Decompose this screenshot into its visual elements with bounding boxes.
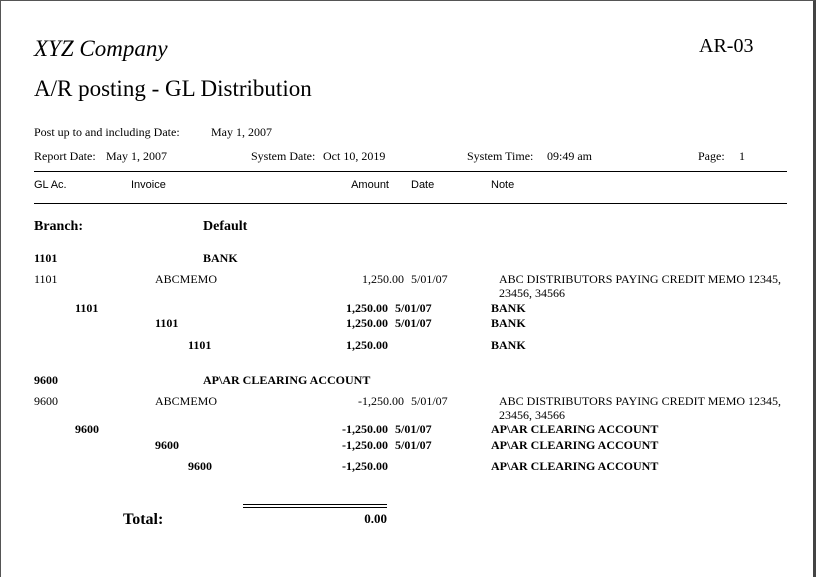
col-gl: GL Ac. (34, 179, 67, 191)
detail-date: 5/01/07 (411, 272, 448, 286)
detail-invoice: ABCMEMO (155, 272, 218, 286)
report-title: A/R posting - GL Distribution (34, 76, 312, 101)
subtotal-note: BANK (491, 316, 526, 330)
subtotal-amount: -1,250.00 (342, 422, 388, 436)
detail-gl: 9600 (34, 394, 58, 408)
detail-note-line2: 23456, 34566 (499, 408, 565, 422)
group-total-gl: 1101 (188, 338, 212, 352)
report-date-value: May 1, 2007 (106, 149, 167, 163)
group-total-gl: 9600 (188, 459, 212, 473)
subtotal-date: 5/01/07 (395, 301, 432, 315)
detail-amount: -1,250.00 (358, 394, 404, 408)
detail-date: 5/01/07 (411, 394, 448, 408)
subtotal-gl: 1101 (155, 316, 179, 330)
branch-value: Default (203, 219, 248, 234)
subtotal-note: AP\AR CLEARING ACCOUNT (491, 438, 659, 452)
total-double-rule (243, 504, 387, 508)
system-time-value: 09:49 am (547, 149, 592, 163)
report-code: AR-03 (699, 35, 754, 57)
subtotal-gl: 9600 (75, 422, 99, 436)
subtotal-date: 5/01/07 (395, 422, 432, 436)
detail-gl: 1101 (34, 272, 58, 286)
group-total-note: BANK (491, 338, 526, 352)
system-date-label: System Date: (251, 149, 316, 163)
grand-total-value: 0.00 (364, 511, 387, 526)
system-time-label: System Time: (467, 149, 534, 163)
detail-note-line1: ABC DISTRIBUTORS PAYING CREDIT MEMO 12345, (499, 272, 782, 286)
col-note: Note (491, 179, 515, 191)
subtotal-amount: 1,250.00 (346, 316, 388, 330)
col-date: Date (411, 179, 435, 191)
page-number: 1 (739, 149, 745, 163)
group-total-amount: 1,250.00 (346, 338, 388, 352)
subtotal-gl: 1101 (75, 301, 99, 315)
subtotal-date: 5/01/07 (395, 316, 432, 330)
group-total-note: AP\AR CLEARING ACCOUNT (491, 459, 659, 473)
post-up-to-label: Post up to and including Date: (34, 125, 180, 139)
group-account: 9600 (34, 373, 58, 387)
system-date-value: Oct 10, 2019 (323, 149, 386, 163)
subtotal-note: BANK (491, 301, 526, 315)
detail-note-line2: 23456, 34566 (499, 286, 565, 300)
detail-amount: 1,250.00 (362, 272, 404, 286)
col-invoice: Invoice (131, 179, 166, 191)
subtotal-gl: 9600 (155, 438, 179, 452)
group-total-amount: -1,250.00 (342, 459, 388, 473)
subtotal-amount: -1,250.00 (342, 438, 388, 452)
subtotal-date: 5/01/07 (395, 438, 432, 452)
company-name: XYZ Company (34, 36, 168, 61)
branch-label: Branch: (34, 219, 83, 234)
group-account: 1101 (34, 251, 58, 265)
grand-total-label: Total: (123, 511, 164, 528)
group-name: BANK (203, 251, 238, 265)
col-amount: Amount (351, 179, 389, 191)
post-up-to-value: May 1, 2007 (211, 125, 272, 139)
subtotal-note: AP\AR CLEARING ACCOUNT (491, 422, 659, 436)
detail-invoice: ABCMEMO (155, 394, 218, 408)
detail-note-line1: ABC DISTRIBUTORS PAYING CREDIT MEMO 12345, (499, 394, 782, 408)
report-date-label: Report Date: (34, 149, 96, 163)
group-name: AP\AR CLEARING ACCOUNT (203, 373, 371, 387)
header-rule-bottom (34, 203, 787, 204)
subtotal-amount: 1,250.00 (346, 301, 388, 315)
page-label: Page: (698, 149, 725, 163)
header-rule-top (34, 171, 787, 172)
